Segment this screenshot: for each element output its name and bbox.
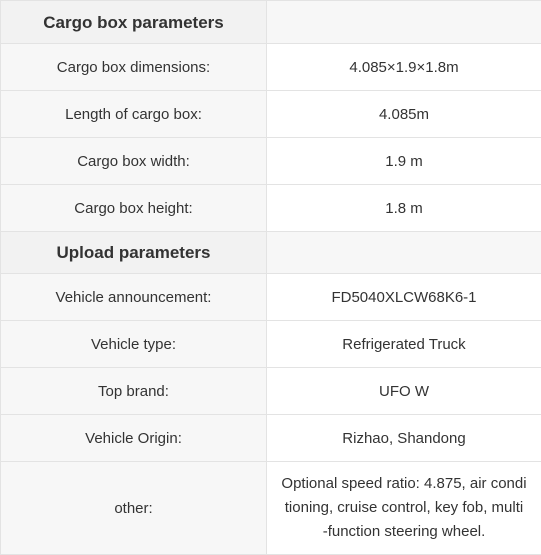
- row-value: Rizhao, Shandong: [267, 415, 541, 462]
- row-label: Cargo box height:: [1, 185, 267, 232]
- table-row-vehicle-announcement: [1, 274, 541, 321]
- section-title-cargo-box: Cargo box parameters: [1, 1, 267, 44]
- row-value: 4.085m: [267, 91, 541, 138]
- table-row-cargo-box-width: [1, 138, 541, 185]
- section-header-blank: [267, 232, 541, 274]
- row-value: 1.8 m: [267, 185, 541, 232]
- table-row-cargo-box-dimensions: [1, 44, 541, 91]
- table-row-top-brand: [1, 368, 541, 415]
- row-label: Vehicle type:: [1, 321, 267, 368]
- row-value: Refrigerated Truck: [267, 321, 541, 368]
- row-label: other:: [1, 462, 267, 555]
- row-value: 4.085×1.9×1.8m: [267, 44, 541, 91]
- row-value: UFO W: [267, 368, 541, 415]
- table-row-other: [1, 462, 541, 555]
- section-header-upload: [1, 232, 541, 274]
- row-label: Cargo box width:: [1, 138, 267, 185]
- row-label: Vehicle announcement:: [1, 274, 267, 321]
- row-value-line: -function steering wheel.: [323, 523, 486, 540]
- row-value: 1.9 m: [267, 138, 541, 185]
- row-value: FD5040XLCW68K6-1: [267, 274, 541, 321]
- section-title-upload: Upload parameters: [1, 232, 267, 274]
- table-row-vehicle-origin: [1, 415, 541, 462]
- section-header-cargo-box: [1, 1, 541, 44]
- row-value-multiline: [267, 462, 541, 555]
- row-label: Cargo box dimensions:: [1, 44, 267, 91]
- row-value-line: tioning, cruise control, key fob, multi: [285, 499, 523, 516]
- table-row-cargo-box-length: [1, 91, 541, 138]
- row-label: Length of cargo box:: [1, 91, 267, 138]
- table-row-vehicle-type: [1, 321, 541, 368]
- row-label: Vehicle Origin:: [1, 415, 267, 462]
- section-header-blank: [267, 1, 541, 44]
- row-label: Top brand:: [1, 368, 267, 415]
- table-row-cargo-box-height: [1, 185, 541, 232]
- row-value-line: Optional speed ratio: 4.875, air condi: [281, 475, 526, 492]
